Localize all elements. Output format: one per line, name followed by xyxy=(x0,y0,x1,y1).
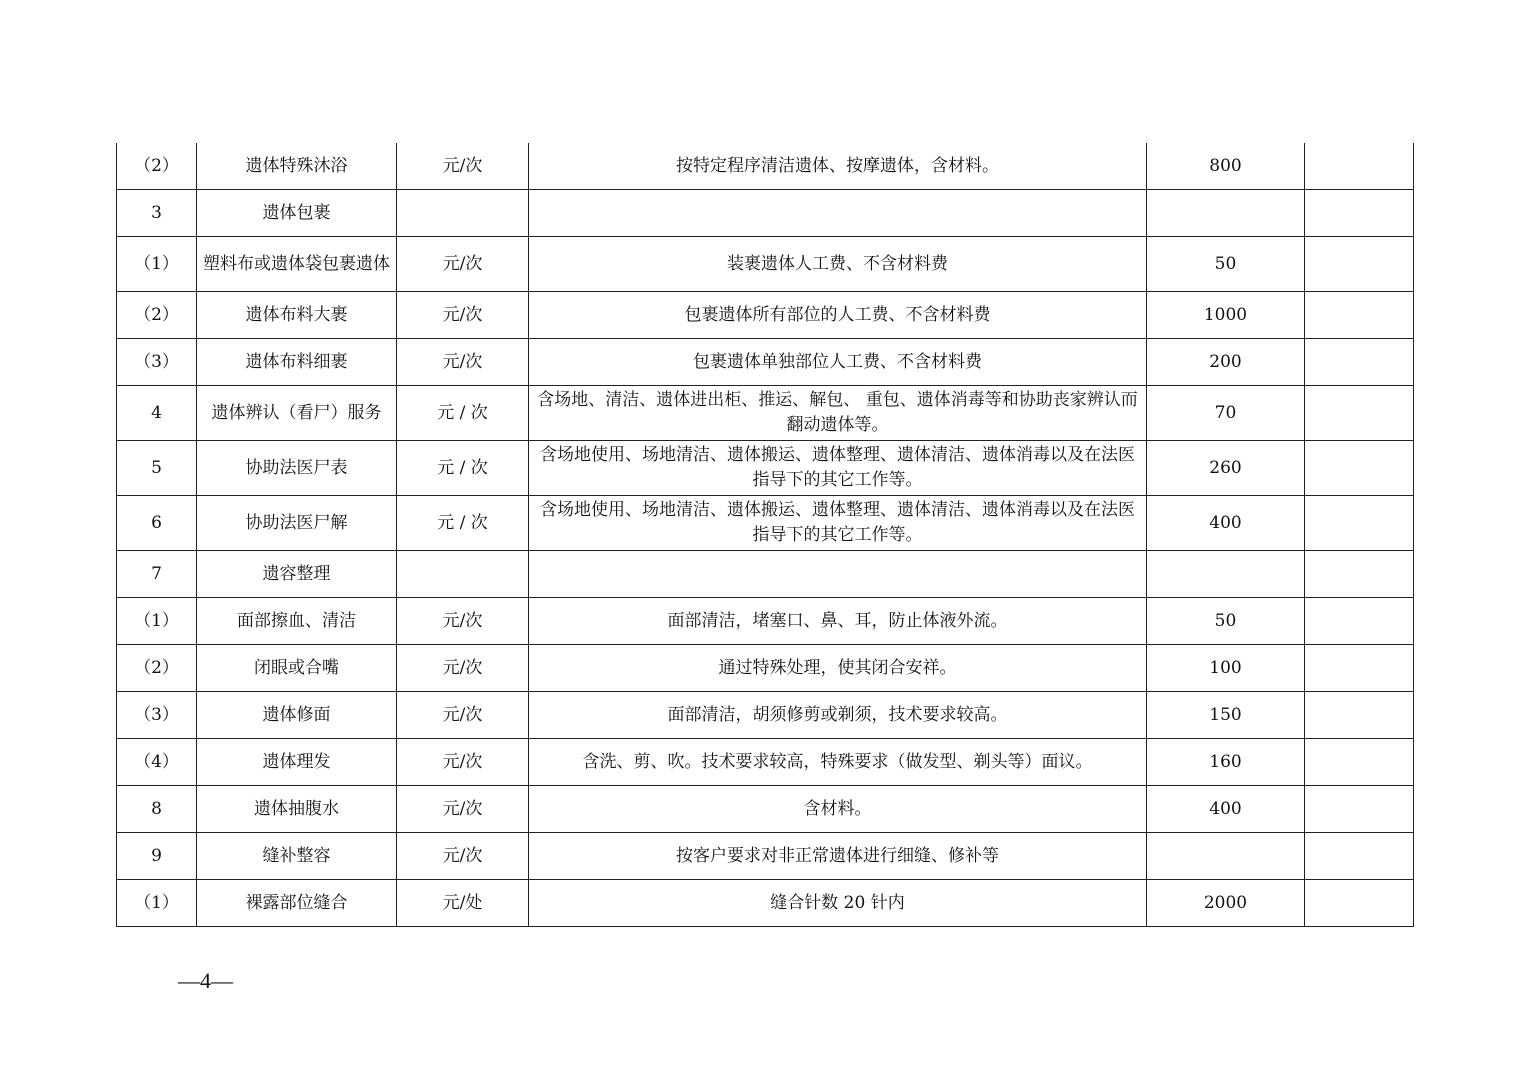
row-number-cell: 9 xyxy=(117,833,197,880)
item-name-cell: 面部擦血、清洁 xyxy=(197,598,397,645)
table-row xyxy=(117,339,1414,386)
description-cell: 含场地使用、场地清洁、遗体搬运、遗体整理、遗体清洁、遗体消毒以及在法医指导下的其它工作等。 xyxy=(529,441,1147,496)
row-number-cell: （2） xyxy=(117,292,197,339)
remark-cell xyxy=(1305,833,1414,880)
remark-cell xyxy=(1305,292,1414,339)
item-name-cell: 缝补整容 xyxy=(197,833,397,880)
item-name-cell: 遗容整理 xyxy=(197,551,397,598)
row-number-cell: 7 xyxy=(117,551,197,598)
price-cell: 260 xyxy=(1147,441,1305,496)
remark-cell xyxy=(1305,339,1414,386)
unit-cell: 元/次 xyxy=(397,833,529,880)
description-cell: 缝合针数 20 针内 xyxy=(529,880,1147,927)
unit-cell: 元/次 xyxy=(397,598,529,645)
remark-cell xyxy=(1305,880,1414,927)
remark-cell xyxy=(1305,441,1414,496)
unit-cell xyxy=(397,551,529,598)
item-name-cell: 遗体抽腹水 xyxy=(197,786,397,833)
remark-cell xyxy=(1305,386,1414,441)
item-name-cell: 遗体包裹 xyxy=(197,190,397,237)
description-cell: 含场地、清洁、遗体进出柜、推运、解包、 重包、遗体消毒等和协助丧家辨认而翻动遗体等。 xyxy=(529,386,1147,441)
unit-cell: 元/次 xyxy=(397,786,529,833)
row-number-cell: （3） xyxy=(117,339,197,386)
description-cell: 含场地使用、场地清洁、遗体搬运、遗体整理、遗体清洁、遗体消毒以及在法医指导下的其它工作等。 xyxy=(529,496,1147,551)
row-number-cell: 3 xyxy=(117,190,197,237)
remark-cell xyxy=(1305,645,1414,692)
row-number-cell: 6 xyxy=(117,496,197,551)
item-name-cell: 塑料布或遗体袋包裹遗体 xyxy=(197,237,397,292)
price-cell: 50 xyxy=(1147,237,1305,292)
table-row xyxy=(117,551,1414,598)
unit-cell xyxy=(397,190,529,237)
row-number-cell: 5 xyxy=(117,441,197,496)
description-cell: 面部清洁，堵塞口、鼻、耳，防止体液外流。 xyxy=(529,598,1147,645)
row-number-cell: （1） xyxy=(117,237,197,292)
unit-cell: 元/次 xyxy=(397,237,529,292)
price-cell: 100 xyxy=(1147,645,1305,692)
description-cell: 含材料。 xyxy=(529,786,1147,833)
description-cell: 通过特殊处理，使其闭合安祥。 xyxy=(529,645,1147,692)
table-row xyxy=(117,833,1414,880)
table-row xyxy=(117,645,1414,692)
table-row xyxy=(117,386,1414,441)
unit-cell: 元/次 xyxy=(397,692,529,739)
description-cell: 含洗、剪、吹。技术要求较高，特殊要求（做发型、剃头等）面议。 xyxy=(529,739,1147,786)
price-cell: 1000 xyxy=(1147,292,1305,339)
item-name-cell: 遗体理发 xyxy=(197,739,397,786)
remark-cell xyxy=(1305,786,1414,833)
price-cell: 70 xyxy=(1147,386,1305,441)
price-cell: 400 xyxy=(1147,786,1305,833)
table-row xyxy=(117,880,1414,927)
table-row xyxy=(117,739,1414,786)
unit-cell: 元/次 xyxy=(397,339,529,386)
row-number-cell: 8 xyxy=(117,786,197,833)
item-name-cell: 遗体布料大裹 xyxy=(197,292,397,339)
price-cell: 160 xyxy=(1147,739,1305,786)
description-cell: 包裹遗体单独部位人工费、不含材料费 xyxy=(529,339,1147,386)
unit-cell: 元 / 次 xyxy=(397,496,529,551)
row-number-cell: （1） xyxy=(117,598,197,645)
table-row xyxy=(117,190,1414,237)
description-cell xyxy=(529,190,1147,237)
row-number-cell: 4 xyxy=(117,386,197,441)
unit-cell: 元 / 次 xyxy=(397,441,529,496)
table-row xyxy=(117,441,1414,496)
remark-cell xyxy=(1305,598,1414,645)
unit-cell: 元/次 xyxy=(397,739,529,786)
price-cell xyxy=(1147,551,1305,598)
remark-cell xyxy=(1305,739,1414,786)
unit-cell: 元/处 xyxy=(397,880,529,927)
remark-cell xyxy=(1305,237,1414,292)
fee-table xyxy=(116,143,1414,927)
page-number: —4— xyxy=(178,968,233,993)
unit-cell: 元/次 xyxy=(397,292,529,339)
item-name-cell: 裸露部位缝合 xyxy=(197,880,397,927)
description-cell: 按客户要求对非正常遗体进行细缝、修补等 xyxy=(529,833,1147,880)
item-name-cell: 协助法医尸解 xyxy=(197,496,397,551)
description-cell: 面部清洁，胡须修剪或剃须，技术要求较高。 xyxy=(529,692,1147,739)
table-row xyxy=(117,692,1414,739)
unit-cell: 元 / 次 xyxy=(397,386,529,441)
price-cell xyxy=(1147,190,1305,237)
price-cell: 2000 xyxy=(1147,880,1305,927)
remark-cell xyxy=(1305,190,1414,237)
remark-cell xyxy=(1305,551,1414,598)
table-row xyxy=(117,786,1414,833)
row-number-cell: （4） xyxy=(117,739,197,786)
unit-cell: 元/次 xyxy=(397,143,529,190)
description-cell: 包裹遗体所有部位的人工费、不含材料费 xyxy=(529,292,1147,339)
remark-cell xyxy=(1305,496,1414,551)
remark-cell xyxy=(1305,143,1414,190)
row-number-cell: （3） xyxy=(117,692,197,739)
description-cell xyxy=(529,551,1147,598)
row-number-cell: （2） xyxy=(117,645,197,692)
price-cell: 400 xyxy=(1147,496,1305,551)
unit-cell: 元/次 xyxy=(397,645,529,692)
table-row xyxy=(117,143,1414,190)
table-row xyxy=(117,292,1414,339)
table-row xyxy=(117,237,1414,292)
row-number-cell: （1） xyxy=(117,880,197,927)
item-name-cell: 遗体辨认（看尸）服务 xyxy=(197,386,397,441)
item-name-cell: 遗体特殊沐浴 xyxy=(197,143,397,190)
remark-cell xyxy=(1305,692,1414,739)
table-row xyxy=(117,496,1414,551)
item-name-cell: 闭眼或合嘴 xyxy=(197,645,397,692)
row-number-cell: （2） xyxy=(117,143,197,190)
price-cell: 50 xyxy=(1147,598,1305,645)
description-cell: 按特定程序清洁遗体、按摩遗体，含材料。 xyxy=(529,143,1147,190)
description-cell: 装裹遗体人工费、不含材料费 xyxy=(529,237,1147,292)
table-row xyxy=(117,598,1414,645)
price-cell xyxy=(1147,833,1305,880)
item-name-cell: 遗体布料细裹 xyxy=(197,339,397,386)
price-cell: 800 xyxy=(1147,143,1305,190)
item-name-cell: 遗体修面 xyxy=(197,692,397,739)
item-name-cell: 协助法医尸表 xyxy=(197,441,397,496)
price-cell: 150 xyxy=(1147,692,1305,739)
price-cell: 200 xyxy=(1147,339,1305,386)
